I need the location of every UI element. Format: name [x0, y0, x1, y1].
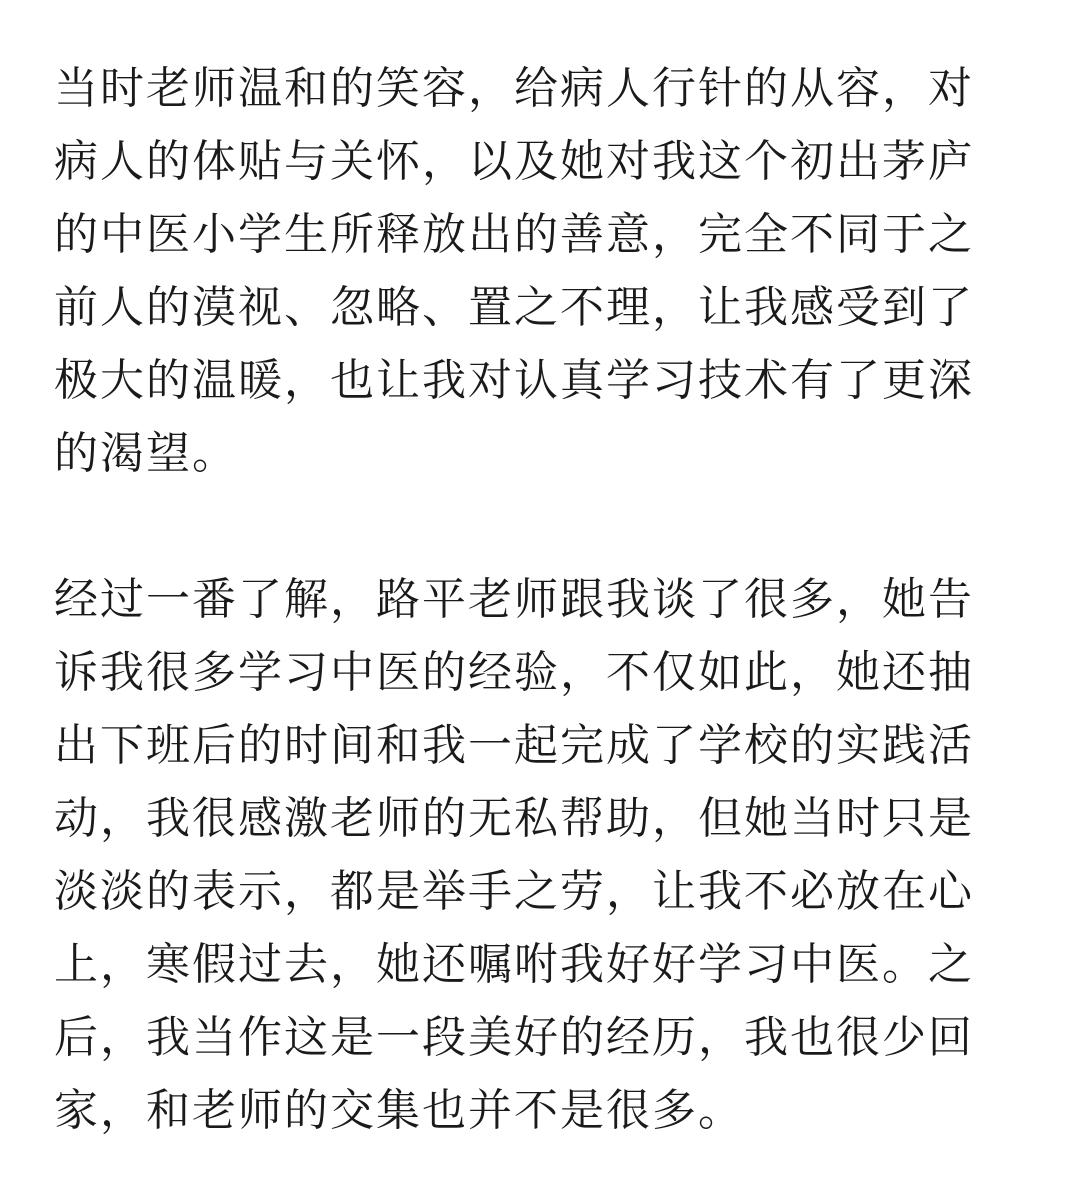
text-line: 的中医小学生所释放出的善意，完全不同于之: [54, 209, 974, 260]
text-line: 经过一番了解，路平老师跟我谈了很多，她告: [54, 574, 974, 625]
text-line: 动，我很感激老师的无私帮助，但她当时只是: [54, 793, 974, 844]
paragraph-spacer: [54, 490, 1034, 563]
text-line: 出下班后的时间和我一起完成了学校的实践活: [54, 720, 974, 771]
text-line: 淡淡的表示，都是举手之劳，让我不必放在心: [54, 866, 974, 917]
text-line: 的渴望。: [54, 428, 238, 479]
text-line: 极大的温暖，也让我对认真学习技术有了更深: [54, 355, 974, 406]
text-line: 诉我很多学习中医的经验，不仅如此，她还抽: [54, 647, 974, 698]
article-body: [54, 52, 1034, 1147]
text-line: 后，我当作这是一段美好的经历，我也很少回: [54, 1012, 974, 1063]
paragraph-1: [54, 52, 1034, 490]
text-line: 上，寒假过去，她还嘱咐我好好学习中医。之: [54, 939, 974, 990]
text-line: 家，和老师的交集也并不是很多。: [54, 1085, 744, 1136]
paragraph-2: [54, 563, 1034, 1147]
text-line: 病人的体贴与关怀，以及她对我这个初出茅庐: [54, 136, 974, 187]
text-line: 前人的漠视、忽略、置之不理，让我感受到了: [54, 282, 974, 333]
text-line: 当时老师温和的笑容，给病人行针的从容，对: [54, 63, 974, 114]
